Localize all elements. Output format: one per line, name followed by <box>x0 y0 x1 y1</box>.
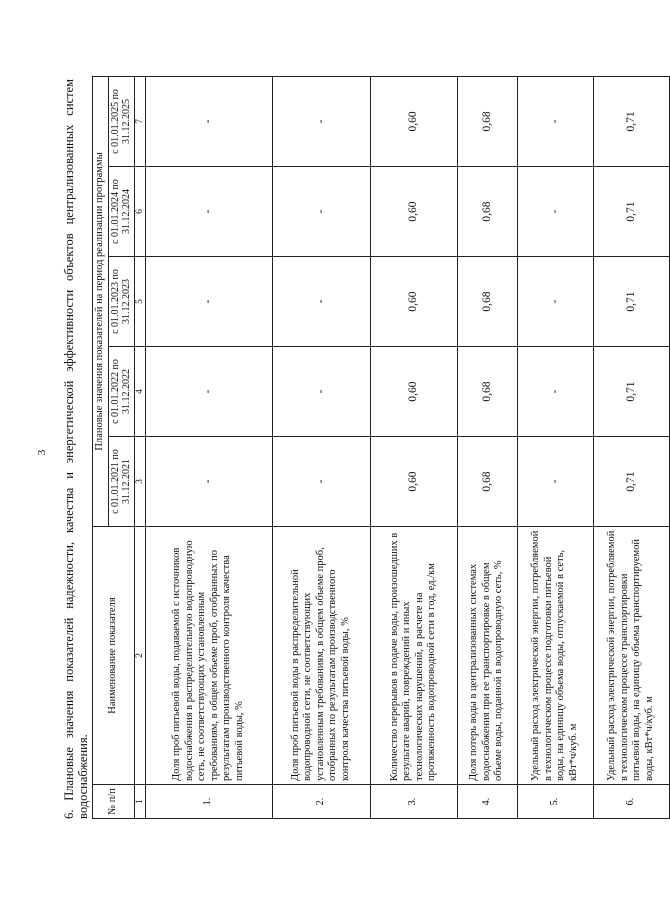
table-row <box>517 76 593 818</box>
row-value: 0,71 <box>593 76 669 166</box>
row-value: - <box>272 257 370 347</box>
row-value: 0,71 <box>593 257 669 347</box>
row-value: - <box>272 437 370 527</box>
row-value: 0,60 <box>370 437 457 527</box>
row-value: 0,68 <box>457 257 517 347</box>
row-value: - <box>517 76 593 166</box>
row-value: - <box>145 76 272 166</box>
row-num: 1. <box>145 785 272 819</box>
row-value: 0,60 <box>370 167 457 257</box>
header-period-2022: с 01.01.2022 по 31.12.2022 <box>108 347 134 437</box>
row-value: 0,68 <box>457 437 517 527</box>
row-value: 0,68 <box>457 76 517 166</box>
header-num: № п/п <box>93 785 135 819</box>
header-name: Наименование показателя <box>93 527 135 785</box>
row-value: - <box>517 437 593 527</box>
header-period-2021: с 01.01.2021 по 31.12.2021 <box>108 437 134 527</box>
row-indicator-name: Доля потерь воды в централизованных системах водоснабжения при ее транспортировке в общем объеме воды, поданной в водопроводную сеть, % <box>457 527 517 785</box>
row-value: 0,71 <box>593 437 669 527</box>
row-value: 0,68 <box>457 167 517 257</box>
header-period-2023: с 01.01.2023 по 31.12.2023 <box>108 257 134 347</box>
row-value: - <box>517 257 593 347</box>
column-index: 6 <box>134 167 145 257</box>
column-index: 3 <box>134 437 145 527</box>
row-value: - <box>517 167 593 257</box>
row-value: 0,60 <box>370 347 457 437</box>
row-value: - <box>145 167 272 257</box>
row-value: - <box>272 76 370 166</box>
page-number: 3 <box>36 449 48 456</box>
row-value: 0,68 <box>457 347 517 437</box>
indicators-table-wrap <box>92 77 670 819</box>
row-num: 5. <box>517 785 593 819</box>
header-period-2025: с 01.01.2025 по 31.12.2025 <box>108 76 134 166</box>
row-value: - <box>272 167 370 257</box>
row-value: - <box>145 347 272 437</box>
table-row <box>593 76 669 818</box>
column-index: 1 <box>134 785 145 819</box>
row-value: - <box>145 437 272 527</box>
indicators-table <box>92 76 670 819</box>
row-indicator-name: Удельный расход электрической энергии, потребляемой в технологическом процессе транспортировки питьевой воды, на единицу объема транспортируемой воды, кВт*ч/куб. м <box>593 527 669 785</box>
row-value: - <box>517 347 593 437</box>
table-row <box>457 76 517 818</box>
row-num: 2. <box>272 785 370 819</box>
row-value: 0,60 <box>370 76 457 166</box>
row-value: 0,71 <box>593 347 669 437</box>
row-indicator-name: Доля проб питьевой воды в распределительной водопроводной сети, не соответствующих установленным требованиям, в общем объеме проб, отобранных по результатам производственного контроля качества питьевой воды, % <box>272 527 370 785</box>
row-num: 4. <box>457 785 517 819</box>
row-value: 0,71 <box>593 167 669 257</box>
table-row <box>370 76 457 818</box>
header-plan: Плановые значения показателей на период реализации программы <box>93 76 109 526</box>
column-index: 5 <box>134 257 145 347</box>
row-num: 3. <box>370 785 457 819</box>
row-indicator-name: Количество перерывов в подаче воды, произошедших в результате аварий, повреждений и иных технологических нарушений, в расчете на протяженность водопроводной сети в год, ед./км <box>370 527 457 785</box>
column-index: 2 <box>134 527 145 785</box>
header-period-2024: с 01.01.2024 по 31.12.2024 <box>108 167 134 257</box>
row-value: - <box>145 257 272 347</box>
row-indicator-name: Удельный расход электрической энергии, потребляемой в технологическом процессе подготовки питьевой воды, на единицу объема воды, отпускаемой в сеть, кВт*ч/куб. м <box>517 527 593 785</box>
table-row <box>272 76 370 818</box>
row-num: 6. <box>593 785 669 819</box>
row-value: - <box>272 347 370 437</box>
column-index: 4 <box>134 347 145 437</box>
row-value: 0,60 <box>370 257 457 347</box>
table-row <box>145 76 272 818</box>
section-title: 6. Плановые значения показателей надежности, качества и энергетической эффективности объектов централизованных систем водоснабжения. <box>62 79 90 819</box>
row-indicator-name: Доля проб питьевой воды, подаваемой с источников водоснабжения в распределительную водопроводную сеть, не соответствующих установленным требованиям, в общем объеме проб, отобранных по результатам производственного контроля качества питьевой воды, % <box>145 527 272 785</box>
column-index: 7 <box>134 76 145 166</box>
